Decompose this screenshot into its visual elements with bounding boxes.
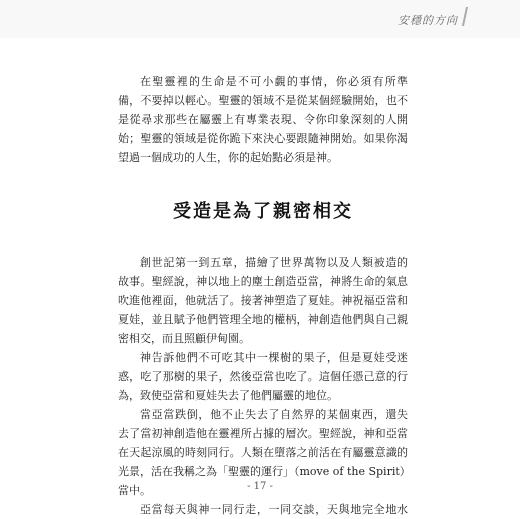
body-paragraph xyxy=(118,500,408,519)
text-line: 惑，吃了那樹的果子，然後亞當也吃了。這個任憑己意的行 xyxy=(118,370,408,383)
page-number: - 17 - xyxy=(247,481,273,492)
body-paragraph xyxy=(118,348,408,405)
text-line: 光景，活在我稱之為「聖靈的運行」（move of the Spirit） xyxy=(118,465,411,478)
text-line: 神告訴他們不可吃其中一棵樹的果子，但是夏娃受迷 xyxy=(140,351,408,364)
header-divider xyxy=(462,7,468,26)
intro-paragraph xyxy=(118,72,408,167)
page-body xyxy=(118,72,411,519)
text-line: 去了當初神創造他在靈裡所占據的層次。聖經說，神和亞當 xyxy=(118,427,408,440)
text-line: 當中。 xyxy=(118,484,151,497)
text-line: 始；聖靈的領域是從你跪下來決心要跟隨神開始。如果你渴 xyxy=(118,132,408,145)
body-paragraph xyxy=(118,253,408,348)
text-line: 密相交，而且照顧伊甸園。 xyxy=(118,332,250,345)
text-line: 夏娃，並且賦予他們管理全地的權柄，神創造他們與自己親 xyxy=(118,313,408,326)
page-header xyxy=(0,0,520,38)
text-line: 在天起涼風的時刻同行。人類在墮落之前活在有屬靈意識的 xyxy=(118,446,408,459)
running-header-title: 安穩的方向 xyxy=(398,14,458,27)
text-line: 是從尋求那些在屬靈上有專業表現、令你印象深刻的人開 xyxy=(118,113,408,126)
text-line: 創世記第一到五章，描繪了世界萬物以及人類被造的 xyxy=(140,256,408,269)
text-line: 望過一個成功的人生，你的起始點必須是神。 xyxy=(118,151,338,164)
text-line: 故事。聖經說，神以地上的塵土創造亞當，神將生命的氣息 xyxy=(118,275,408,288)
text-line: 當亞當跌倒，他不止失去了自然界的某個東西，還失 xyxy=(140,408,408,421)
text-line: 亞當每天與神一同行走，一同交談，天與地完全地水 xyxy=(140,503,408,516)
section-heading: 受造是為了親密相交 xyxy=(173,201,353,222)
text-line: 在聖靈裡的生命是不可小覷的事情，你必須有所準 xyxy=(140,75,408,88)
text-line: 吹進他裡面，他就活了。接著神塑造了夏娃。神祝福亞當和 xyxy=(118,294,408,307)
text-line: 為，致使亞當和夏娃失去了他們屬靈的地位。 xyxy=(118,389,338,402)
text-line: 備，不要掉以輕心。聖靈的領域不是從某個經驗開始，也不 xyxy=(118,94,408,107)
